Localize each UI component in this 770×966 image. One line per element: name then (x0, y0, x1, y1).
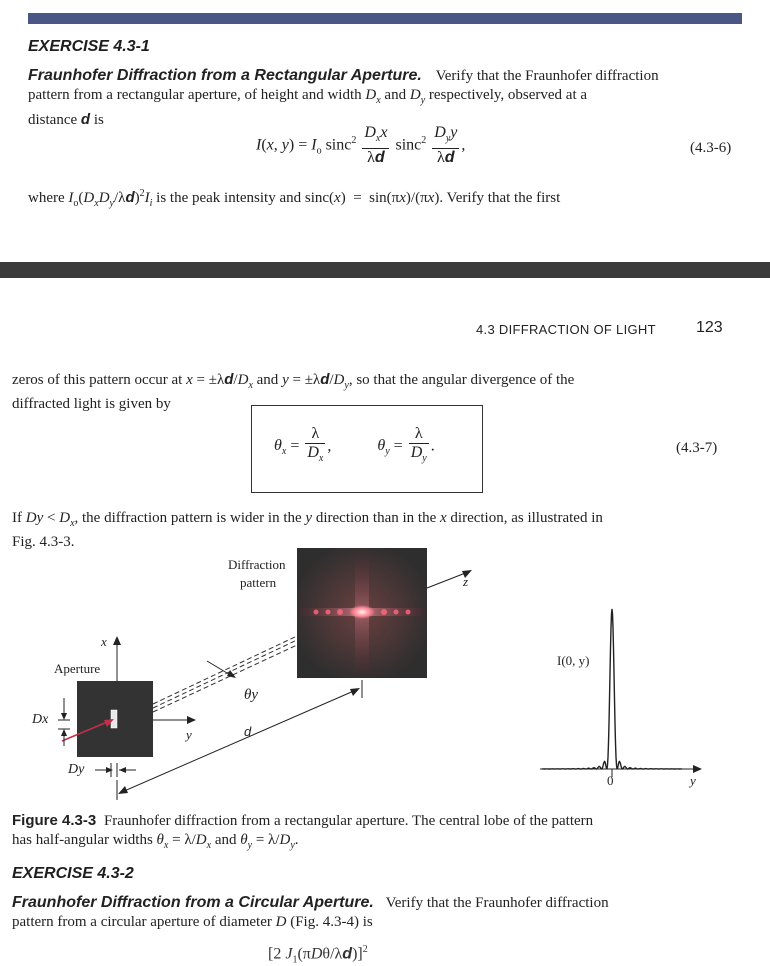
pattern-central-lobe (349, 605, 375, 619)
ex1-line2a: pattern from a rectangular aperture, of height and width (28, 87, 362, 103)
if-c: direction than in the (315, 510, 437, 526)
label-diffraction: Diffraction (228, 557, 286, 572)
exercise-1-paragraph: Fraunhofer Diffraction from a Rectangular Aperture. Verify that the Fraunhofer diffraction pattern from a rectangular aperture, of height and width $D_x$ and $D_y$ respectively, observed at a distance d is (28, 67, 659, 128)
label-dy: Dy (68, 762, 85, 777)
figure-caption: Figure 4.3-3 Fraunhofer diffraction from a rectangular aperture. The central lobe of the pattern has half-angular widths $\theta_x = \lambda/D_x$ and $\theta_y = \lambda/D_y$. (12, 812, 594, 851)
caption-text-c: and (214, 832, 237, 848)
figure-4-3-3 (0, 548, 770, 806)
caption-label: Figure 4.3-3 (12, 812, 97, 829)
exercise-1-intro: Verify that the Fraunhofer diffraction (435, 68, 659, 84)
zeros-c: , so that the angular divergence of the (348, 372, 575, 388)
ex1-line3: distance (28, 112, 78, 128)
where-b: is the peak intensity and (156, 190, 302, 206)
if-a: If (12, 510, 22, 526)
label-dx: Dx (32, 712, 49, 727)
where-c: . Verify that the first (439, 190, 561, 206)
ex1-line2c: respectively, observed at a (428, 87, 588, 103)
label-theta-y: θy (244, 687, 259, 703)
caption-text-a: Fraunhofer diffraction from a rectangular aperture. The central lobe of the pattern (103, 813, 594, 829)
caption-text-b: has half-angular widths (12, 832, 153, 848)
equation-4-3-7: $\theta_x$ = $\frac{\lambda}{D_x}$ , $\theta_y$ = $\frac{\lambda}{D_y}$ . (274, 425, 435, 465)
top-header-bar (28, 13, 742, 24)
zeros-a: zeros of this pattern occur at (12, 372, 183, 388)
equation-4-3-6: I(x, $y) = I_o$ sinc$^2$ $\frac{D_xx}{\lambda d}$ sinc$^2$ $\frac{D_yy}{\lambda d}$ , (256, 124, 466, 167)
ex1-line2b: and (384, 87, 407, 103)
exercise-2-intro: Verify that the Fraunhofer diffraction (385, 895, 609, 911)
intensity-curve (542, 609, 682, 769)
label-aperture: Aperture (54, 661, 101, 676)
equation-tag-4-3-6: (4.3-6) (690, 140, 732, 156)
exercise-2-paragraph: Fraunhofer Diffraction from a Circular Aperture. Verify that the Fraunhofer diffraction pattern from a circular aperture of diameter D (Fig. 4.3-4) is (12, 894, 609, 930)
equation-tag-4-3-7: (4.3-7) (676, 440, 718, 456)
label-pattern: pattern (240, 575, 277, 590)
if-line2: Fig. 4.3-3. (12, 534, 75, 550)
ex1-line3b: is (93, 112, 104, 128)
label-y-axis: y (186, 727, 192, 742)
label-z-axis: z (463, 574, 469, 589)
exercise-heading-2: EXERCISE 4.3-2 (12, 865, 134, 882)
label-x-axis: x (101, 634, 107, 649)
exercise-heading-1: EXERCISE 4.3-1 (28, 38, 150, 55)
if-d: direction, as illustrated in (450, 510, 603, 526)
where-a: where (28, 190, 65, 206)
exercise-2-title: Fraunhofer Diffraction from a Circular Aperture. (12, 894, 374, 911)
exercise-2-line2b: (Fig. 4.3-4) is (290, 914, 373, 930)
if-paragraph: If $Dy < D_x$, the diffraction pattern is wider in the y direction than in the x direction, as illustrated in Fig. 4.3-3. (12, 509, 752, 552)
if-b: , the diffraction pattern is wider in the (74, 510, 302, 526)
partial-equation-bottom: [2 $J_1(\pi D\theta/\lambda d)]^2$ (268, 944, 368, 966)
page-number: 123 (696, 319, 723, 336)
label-zero: 0 (607, 773, 614, 788)
label-y-plot: y (690, 773, 696, 788)
label-distance-d: d (244, 724, 252, 739)
exercise-1-title: Fraunhofer Diffraction from a Rectangular Aperture. (28, 67, 422, 84)
exercise-2-line2: pattern from a circular aperture of diameter (12, 914, 272, 930)
label-intensity: I(0, y) (557, 653, 590, 668)
zeros-b: and (256, 372, 279, 388)
zeros-paragraph: zeros of this pattern occur at $x = \pm\lambda d/D_x$ and $y = \pm\lambda d/D_y$, so that the angular divergence of the diffracted light is given by (12, 370, 752, 414)
where-line: where $I_o(D_xD_y/\lambda d)^2I_i$ is the peak intensity and sinc(x) = sin(πx)/(πx). Verify that the first (28, 188, 561, 209)
running-head: 4.3 DIFFRACTION OF LIGHT (476, 322, 656, 337)
page-separator-bar (0, 262, 770, 278)
zeros-line2: diffracted light is given by (12, 396, 171, 412)
